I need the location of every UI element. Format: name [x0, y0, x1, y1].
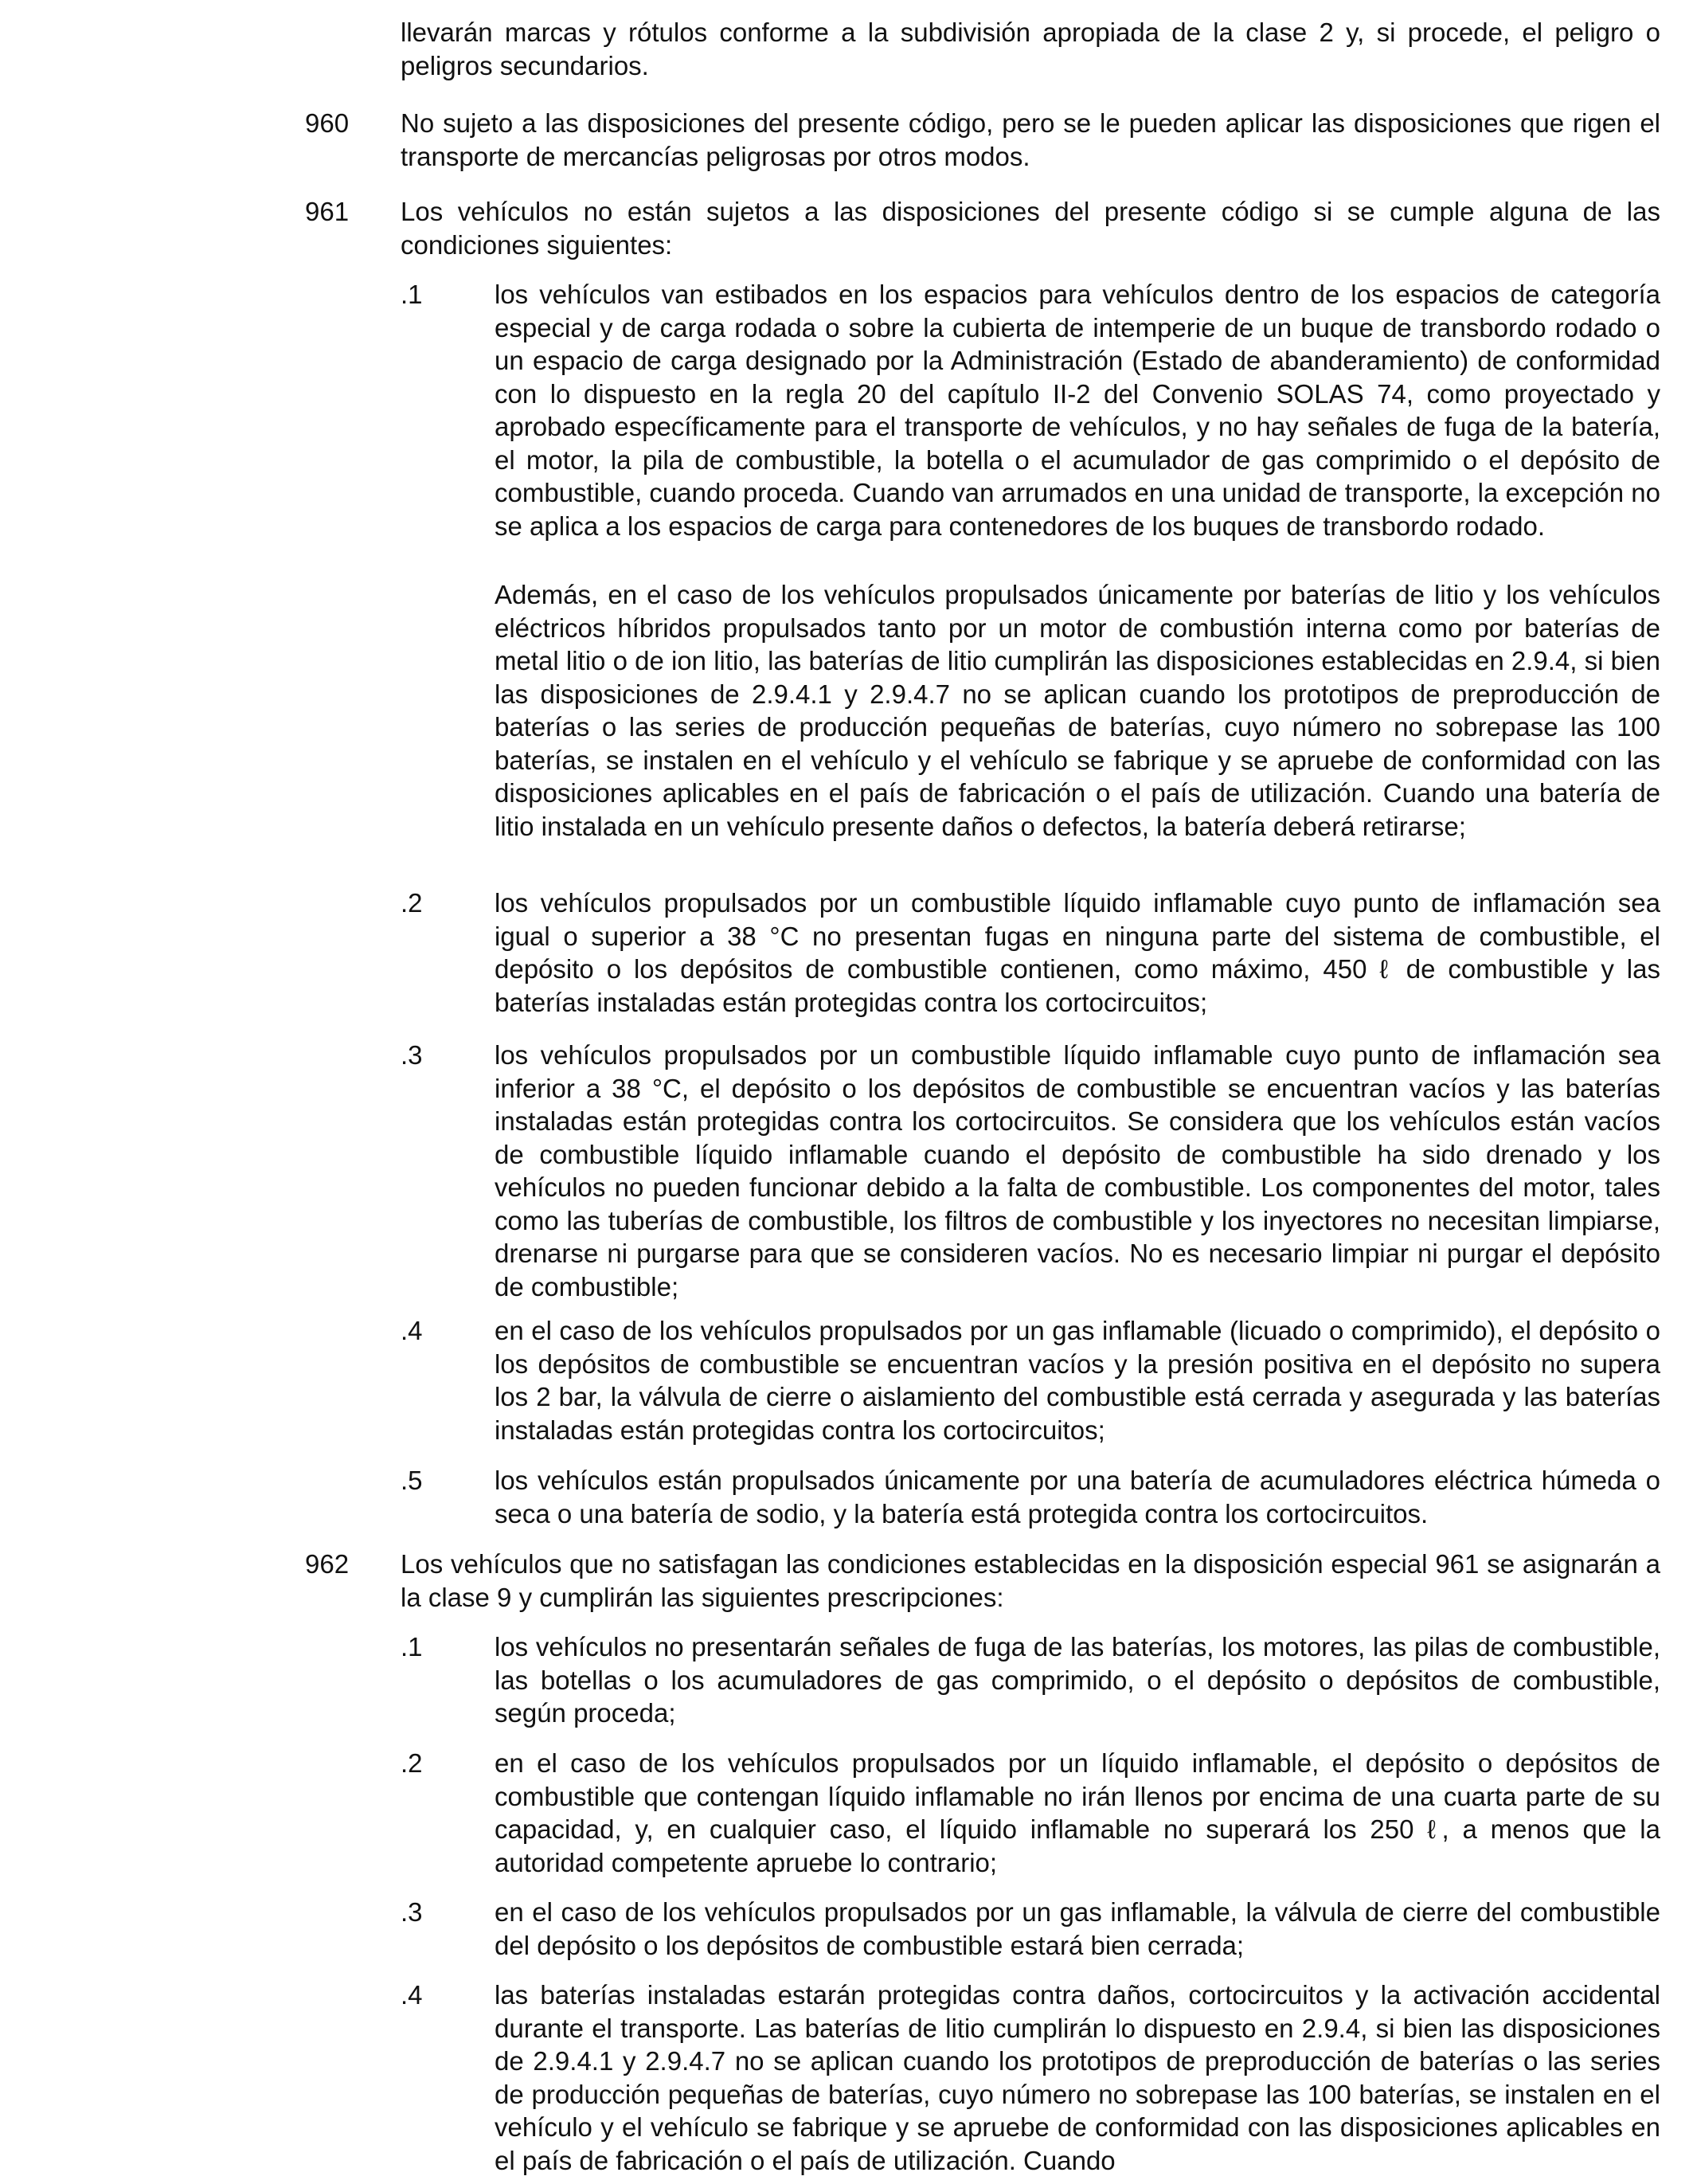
provision-number: 960	[305, 108, 350, 138]
item-paragraph: en el caso de los vehículos propulsados por un líquido inflamable, el depósito o depósitos de combustible que contengan líquido inflamable no irán llenos por encima de una cuarta parte de su capacidad, y, en cualquier caso, el líquido inflamable no superará los 250 ℓ, a menos que la autoridad competente apruebe lo contrario;	[495, 1748, 1660, 1877]
item-paragraph: Además, en el caso de los vehículos propulsados únicamente por baterías de litio y los vehículos eléctricos híbridos propulsados tanto por un motor de combustión interna como por baterías de metal litio o de ion litio, las baterías de litio cumplirán las disposiciones establecidas en 2.9.4, si bien las disposiciones de 2.9.4.1 y 2.9.4.7 no se aplican cuando los prototipos de preproducción de baterías o las series de producción pequeñas de baterías, cuyo número no sobrepase las 100 baterías, se instalen en el vehículo y el vehículo se fabrique y se apruebe de conformidad con las disposiciones aplicables en el país de fabricación o el país de utilización. Cuando una batería de litio instalada en un vehículo presente daños o defectos, la batería deberá retirarse;	[495, 580, 1660, 841]
provision-text: Los vehículos no están sujetos a las disposiciones del presente código si se cumple alguna de las condiciones siguientes:	[401, 197, 1660, 260]
item-label: .2	[401, 1748, 423, 1778]
item-paragraph: las baterías instaladas estarán protegidas contra daños, cortocircuitos y la activación accidental durante el transporte. Las baterías de litio cumplirán lo dispuesto en 2.9.4, si bien las disposiciones de 2.9.4.1 y 2.9.4.7 no se aplican cuando los prototipos de preproducción de baterías o las series de producción pequeñas de baterías, cuyo número no sobrepase las 100 baterías, se instalen en el vehículo y el vehículo se fabrique y se apruebe de conformidad con las disposiciones aplicables en el país de fabricación o el país de utilización. Cuando	[495, 1980, 1660, 2175]
item-label: .3	[401, 1897, 423, 1927]
item-label: .5	[401, 1466, 423, 1495]
item-label: .1	[401, 280, 423, 309]
provision-number: 961	[305, 197, 350, 226]
item-label: .4	[401, 1316, 423, 1345]
item-paragraph: los vehículos propulsados por un combustible líquido inflamable cuyo punto de inflamación sea igual o superior a 38 °C no presentan fugas en ninguna parte del sistema de combustible, el depósito o los depósitos de combustible contienen, como máximo, 450 ℓ de combustible y las baterías instaladas están protegidas contra los cortocircuitos;	[495, 888, 1660, 1017]
provision-number: 962	[305, 1549, 350, 1579]
item-paragraph: en el caso de los vehículos propulsados por un gas inflamable, la válvula de cierre del combustible del depósito o los depósitos de combustible estará bien cerrada;	[495, 1897, 1660, 1960]
provision-text: Los vehículos que no satisfagan las condiciones establecidas en la disposición especial 961 se asignarán a la clase 9 y cumplirán las siguientes prescripciones:	[401, 1549, 1660, 1612]
item-paragraph: los vehículos van estibados en los espacios para vehículos dentro de los espacios de categoría especial y de carga rodada o sobre la cubierta de intemperie de un buque de transbordo rodado o un espacio de carga designado por la Administración (Estado de abanderamiento) de conformidad con lo dispuesto en la regla 20 del capítulo II-2 del Convenio SOLAS 74, como proyectado y aprobado específicamente para el transporte de vehículos, y no hay señales de fuga de la batería, el motor, la pila de combustible, la botella o el acumulador de gas comprimido o el depósito de combustible, cuando proceda. Cuando van arrumados en una unidad de transporte, la excepción no se aplica a los espacios de carga para contenedores de los buques de transbordo rodado.	[495, 280, 1660, 541]
item-label: .1	[401, 1632, 423, 1661]
provision-text: No sujeto a las disposiciones del presente código, pero se le pueden aplicar las disposiciones que rigen el transporte de mercancías peligrosas por otros modos.	[401, 108, 1660, 171]
item-paragraph: en el caso de los vehículos propulsados por un gas inflamable (licuado o comprimido), el depósito o los depósitos de combustible se encuentran vacíos y la presión positiva en el depósito no supera los 2 bar, la válvula de cierre o aislamiento del combustible está cerrada y asegurada y las baterías instaladas están protegidas contra los cortocircuitos;	[495, 1316, 1660, 1445]
item-paragraph: los vehículos propulsados por un combustible líquido inflamable cuyo punto de inflamación sea inferior a 38 °C, el depósito o los depósitos de combustible se encuentran vacíos y las baterías instaladas están protegidas contra los cortocircuitos. Se considera que los vehículos están vacíos de combustible líquido inflamable cuando el depósito de combustible ha sido drenado y los vehículos no pueden funcionar debido a la falta de combustible. Los componentes del motor, tales como las tuberías de combustible, los filtros de combustible y los inyectores no necesitan limpiarse, drenarse ni purgarse para que se consideren vacíos. No es necesario limpiar ni purgar el depósito de combustible;	[495, 1040, 1660, 1301]
item-label: .2	[401, 888, 423, 918]
continuation-paragraph: llevarán marcas y rótulos conforme a la subdivisión apropiada de la clase 2 y, si procede, el peligro o peligros secundarios.	[401, 18, 1660, 80]
item-label: .3	[401, 1040, 423, 1070]
item-paragraph: los vehículos no presentarán señales de fuga de las baterías, los motores, las pilas de combustible, las botellas o los acumuladores de gas comprimido, o el depósito o depósitos de combustible, según proceda;	[495, 1632, 1660, 1728]
item-paragraph: los vehículos están propulsados únicamente por una batería de acumuladores eléctrica húmeda o seca o una batería de sodio, y la batería está protegida contra los cortocircuitos.	[495, 1466, 1660, 1528]
item-label: .4	[401, 1980, 423, 2010]
